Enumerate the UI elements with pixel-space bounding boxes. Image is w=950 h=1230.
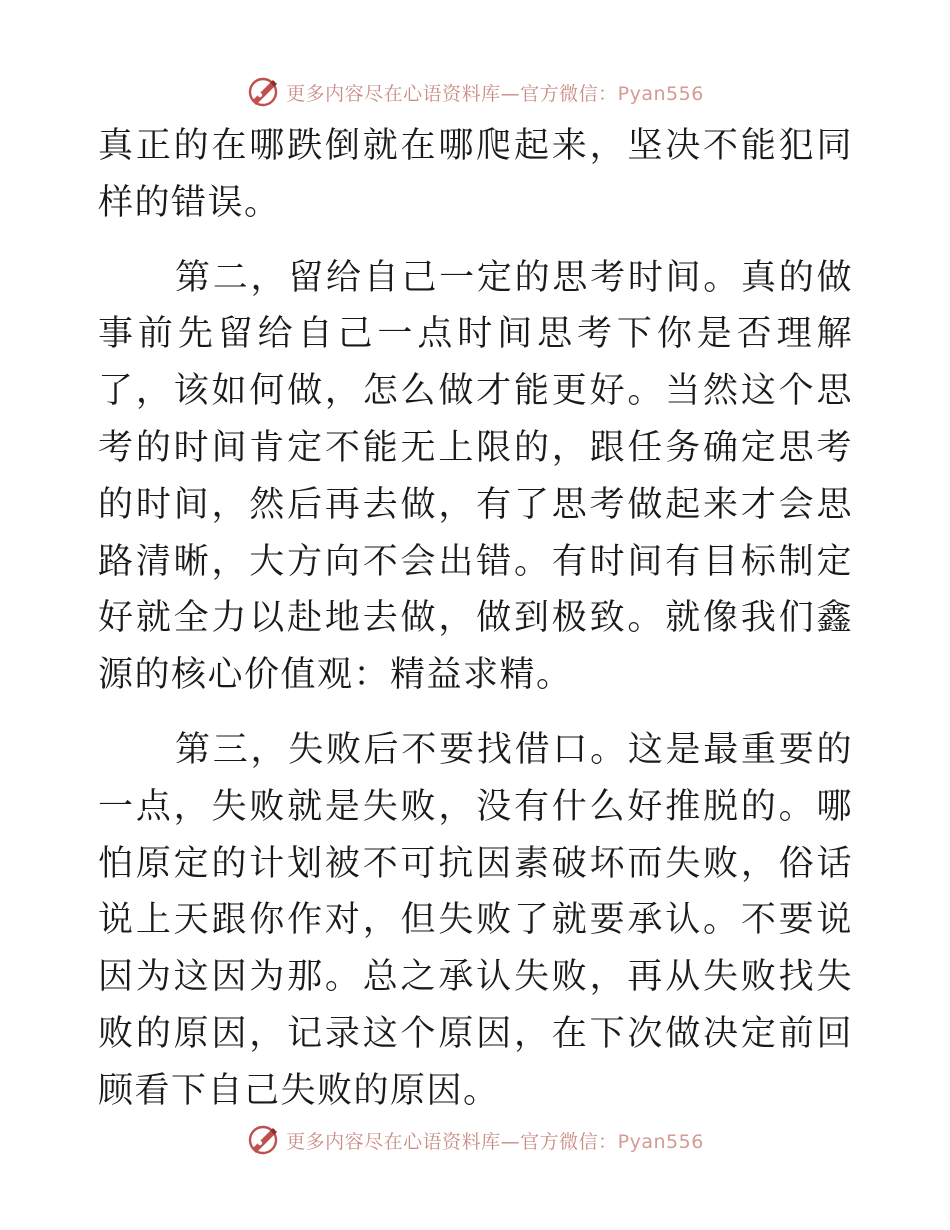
- paragraph-1: 真正的在哪跌倒就在哪爬起来，坚决不能犯同样的错误。: [98, 126, 853, 223]
- watermark-text: 更多内容尽在心语资料库—官方微信：Pyan556: [286, 82, 704, 105]
- footer-watermark: [0, 1120, 950, 1160]
- watermark-text: 更多内容尽在心语资料库—官方微信：Pyan556: [286, 1130, 704, 1153]
- watermark-wechat-id: Pyan556: [617, 1130, 704, 1153]
- watermark-wechat-id: Pyan556: [617, 82, 704, 105]
- pen-seal-logo-icon: [246, 75, 280, 109]
- paragraph-3: 第三，失败后不要找借口。这是最重要的一点，失败就是失败，没有什么好推脱的。哪怕原定的计划被不可抗因素破坏而失败，俗话说上天跟你作对，但失败了就要承认。不要说因为这因为那。总之承认失败，再从失败找失败的原因，记录这个原因，在下次做决定前回顾看下自己失败的原因。: [98, 729, 853, 1111]
- header-watermark: [0, 72, 950, 112]
- document-body: [98, 118, 853, 1120]
- paragraph-2: 第二，留给自己一定的思考时间。真的做事前先留给自己一点时间思考下你是否理解了，该如何做，怎么做才能更好。当然这个思考的时间肯定不能无上限的，跟任务确定思考的时间，然后再去做，有了思考做起来才会思路清晰，大方向不会出错。有时间有目标制定好就全力以赴地去做，做到极致。就像我们鑫源的核心价值观：精益求精。: [98, 257, 853, 696]
- pen-seal-logo-icon: [246, 1123, 280, 1157]
